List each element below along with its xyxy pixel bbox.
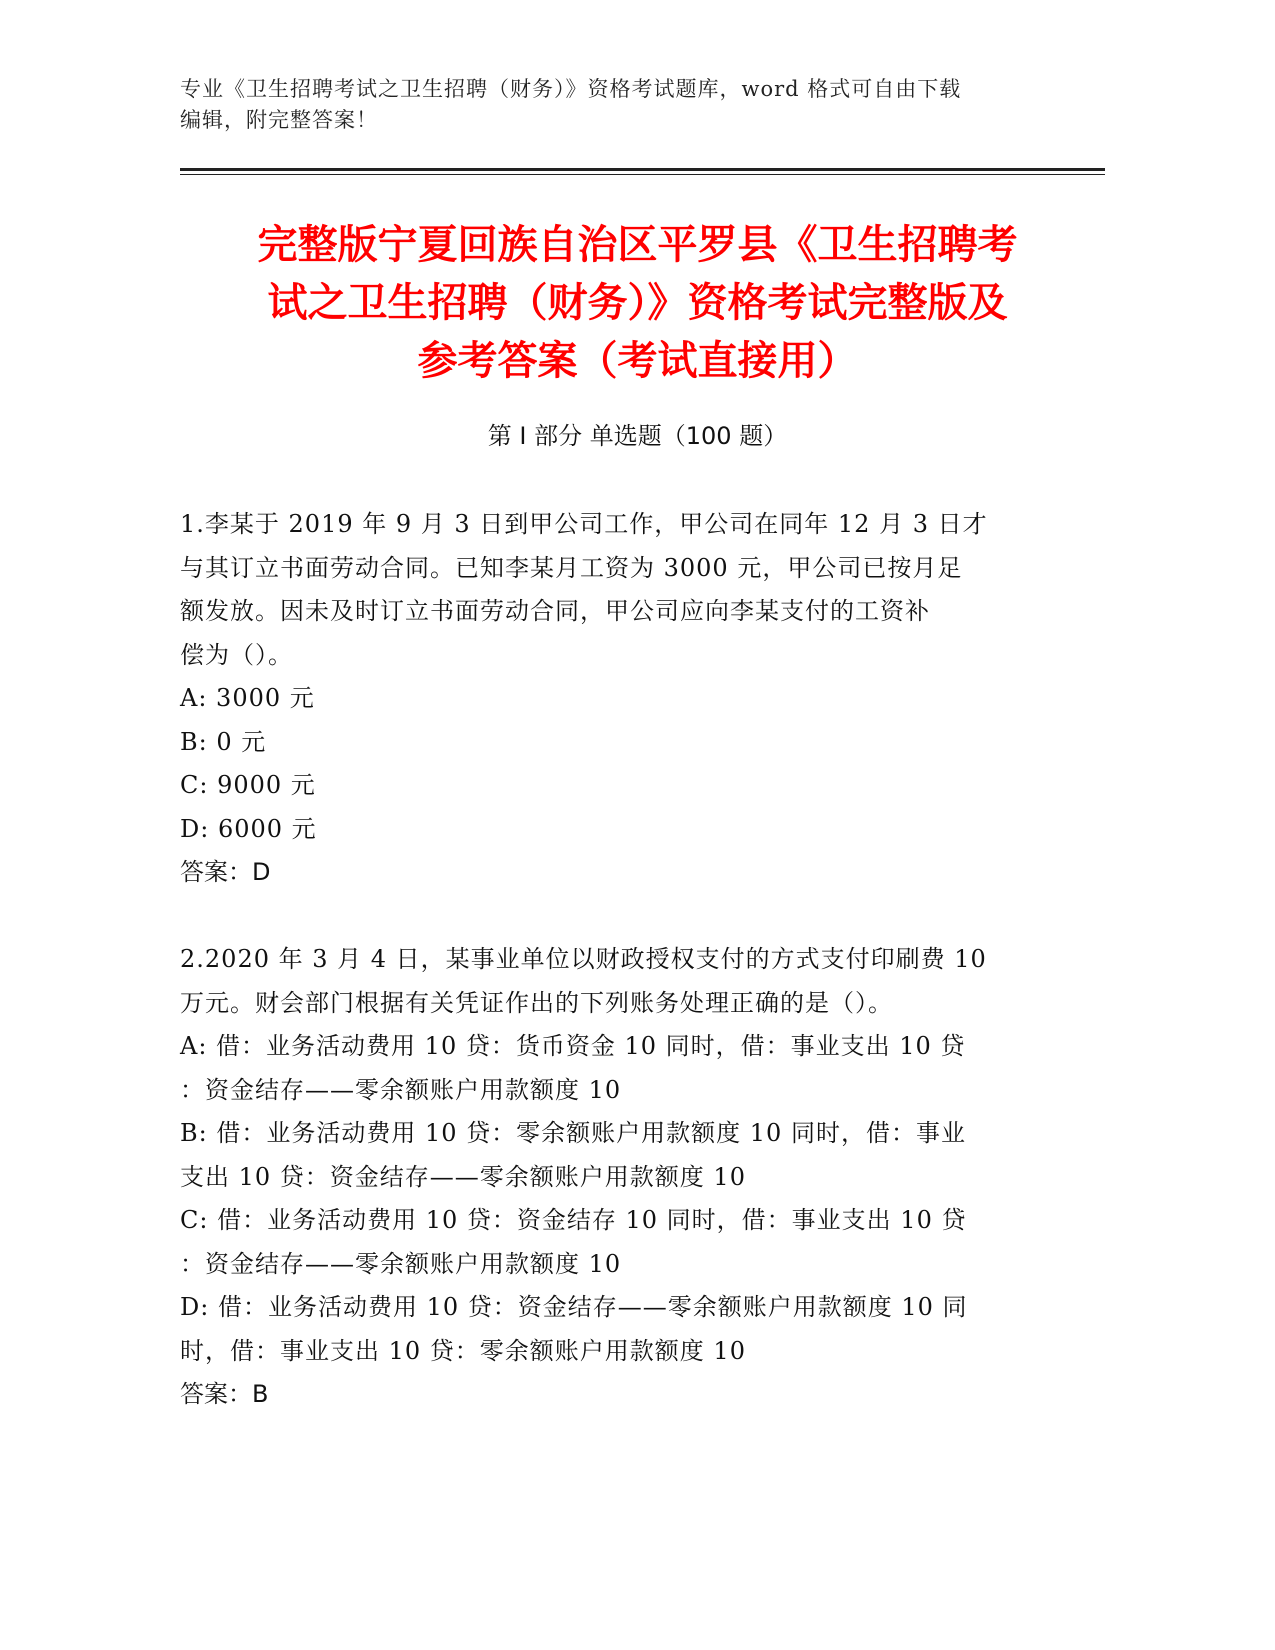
question-stem-line: 额发放。因未及时订立书面劳动合同，甲公司应向李某支付的工资补 <box>180 597 930 625</box>
question-stem-line: 与其订立书面劳动合同。已知李某月工资为 3000 元，甲公司已按月足 <box>180 553 963 582</box>
option-b-continued: 支出 10 贷：资金结存——零余额账户用款额度 10 <box>180 1162 746 1191</box>
option-a: A: 3000 元 <box>180 684 315 712</box>
header-note-line-2: 编辑，附完整答案！ <box>180 108 378 132</box>
option-d: D: 借：业务活动费用 10 贷：资金结存——零余额账户用款额度 10 同 <box>180 1293 968 1321</box>
answer-label: 答案：B <box>180 1380 269 1408</box>
option-b: B: 0 元 <box>180 727 267 756</box>
option-d: D: 6000 元 <box>180 814 317 843</box>
question-stem-line: 2.2020 年 3 月 4 日，某事业单位以财政授权支付的方式支付印刷费 10 <box>180 945 987 973</box>
option-a: A: 借：业务活动费用 10 贷：货币资金 10 同时，借：事业支出 10 贷 <box>180 1032 966 1060</box>
option-b: B: 借：业务活动费用 10 贷：零余额账户用款额度 10 同时，借：事业 <box>180 1119 966 1147</box>
question-1 <box>180 503 1060 895</box>
question-stem-line: 偿为（）。 <box>180 640 293 669</box>
option-c-continued: ：资金结存——零余额账户用款额度 10 <box>180 1249 622 1278</box>
option-c: C: 9000 元 <box>180 771 316 799</box>
title-line-2: 试之卫生招聘（财务）》资格考试完整版及 <box>267 280 1008 326</box>
header-note-line-1: 专业《卫生招聘考试之卫生招聘（财务）》资格考试题库，word 格式可自由下载 <box>180 77 962 101</box>
option-a-continued: ：资金结存——零余额账户用款额度 10 <box>180 1075 622 1104</box>
question-stem-line: 1.李某于 2019 年 9 月 3 日到甲公司工作，甲公司在同年 12 月 3 日才 <box>180 510 988 538</box>
header-divider-thick <box>180 168 1105 171</box>
title-line-1: 完整版宁夏回族自治区平罗县《卫生招聘考 <box>257 222 1018 268</box>
question-2 <box>180 938 1060 1417</box>
option-c: C: 借：业务活动费用 10 贷：资金结存 10 同时，借：事业支出 10 贷 <box>180 1206 967 1234</box>
header-note <box>180 74 1060 136</box>
answer-label: 答案：D <box>180 858 271 886</box>
document-title <box>150 216 1125 390</box>
option-d-continued: 时，借：事业支出 10 贷：零余额账户用款额度 10 <box>180 1336 746 1365</box>
header-divider-thin <box>180 174 1105 175</box>
title-line-3: 参考答案（考试直接用） <box>417 338 858 384</box>
section-heading: 第 I 部分 单选题（100 题） <box>487 422 788 450</box>
question-stem-line: 万元。财会部门根据有关凭证作出的下列账务处理正确的是（）。 <box>180 988 893 1017</box>
